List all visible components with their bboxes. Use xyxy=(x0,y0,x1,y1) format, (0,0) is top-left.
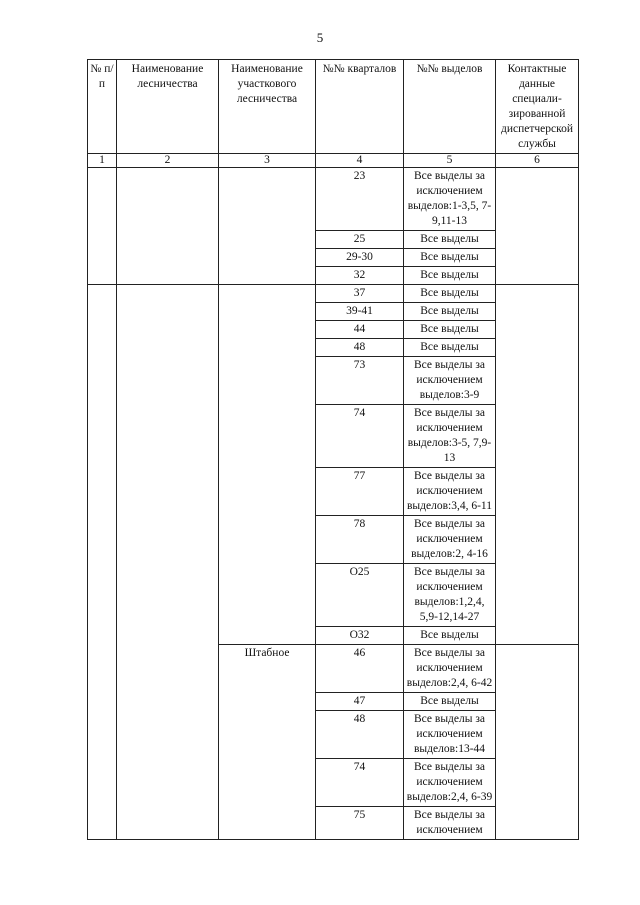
empty-forestry-cell xyxy=(117,168,219,285)
column-number: 4 xyxy=(316,154,404,168)
empty-contacts-cell xyxy=(496,285,579,645)
allotments-cell: Все выделы за исключением выделов:2,4, 6-39 xyxy=(404,759,496,807)
column-number: 6 xyxy=(496,154,579,168)
column-number: 2 xyxy=(117,154,219,168)
quarter-cell: 29-30 xyxy=(316,249,404,267)
quarter-cell: 25 xyxy=(316,231,404,249)
allotments-cell: Все выделы за исключением выделов:13-44 xyxy=(404,711,496,759)
column-number: 1 xyxy=(88,154,117,168)
quarter-cell: 77 xyxy=(316,468,404,516)
table-row xyxy=(88,168,579,231)
empty-contacts-cell xyxy=(496,168,579,285)
column-number: 5 xyxy=(404,154,496,168)
quarter-cell: 23 xyxy=(316,168,404,231)
quarter-cell: 37 xyxy=(316,285,404,303)
allotments-cell: Все выделы xyxy=(404,267,496,285)
allotments-cell: Все выделы за исключением xyxy=(404,807,496,840)
empty-forestry-cell xyxy=(117,285,219,840)
allotments-cell: Все выделы за исключением выделов:3,4, 6-11 xyxy=(404,468,496,516)
allotments-cell: Все выделы xyxy=(404,249,496,267)
quarter-cell: 78 xyxy=(316,516,404,564)
header-forestry: Наименование лесничества xyxy=(117,60,219,154)
allotments-cell: Все выделы xyxy=(404,231,496,249)
header-number: № п/п xyxy=(88,60,117,154)
quarter-cell: 32 xyxy=(316,267,404,285)
district-shtabnoe-cell: Штабное xyxy=(219,645,316,840)
forest-allotments-table xyxy=(87,59,579,840)
table-header-row xyxy=(88,60,579,154)
page-number: 5 xyxy=(316,30,324,45)
allotments-cell: Все выделы xyxy=(404,321,496,339)
empty-district-cell xyxy=(219,285,316,645)
header-allotments: №№ выделов xyxy=(404,60,496,154)
column-number-row xyxy=(88,154,579,168)
allotments-cell: Все выделы за исключением выделов:2,4, 6-42 xyxy=(404,645,496,693)
quarter-cell: О25 xyxy=(316,564,404,627)
quarter-cell: 39-41 xyxy=(316,303,404,321)
quarter-cell: 75 xyxy=(316,807,404,840)
allotments-cell: Все выделы xyxy=(404,339,496,357)
allotments-cell: Все выделы за исключением выделов:3-9 xyxy=(404,357,496,405)
quarter-cell: 74 xyxy=(316,405,404,468)
quarter-cell: 48 xyxy=(316,339,404,357)
allotments-cell: Все выделы xyxy=(404,303,496,321)
table-row xyxy=(88,285,579,303)
column-number: 3 xyxy=(219,154,316,168)
empty-number-cell xyxy=(88,285,117,840)
quarter-cell: 44 xyxy=(316,321,404,339)
allotments-cell: Все выделы xyxy=(404,627,496,645)
header-quarters: №№ кварталов xyxy=(316,60,404,154)
allotments-cell: Все выделы за исключением выделов:3-5, 7,9-13 xyxy=(404,405,496,468)
quarter-cell: 74 xyxy=(316,759,404,807)
allotments-cell: Все выделы xyxy=(404,285,496,303)
allotments-cell: Все выделы xyxy=(404,693,496,711)
empty-district-cell xyxy=(219,168,316,285)
allotments-cell: Все выделы за исключением выделов:1,2,4, 5,9-12,14-27 xyxy=(404,564,496,627)
quarter-cell: 47 xyxy=(316,693,404,711)
header-district-forestry: Наименование участкового лесничества xyxy=(219,60,316,154)
quarter-cell: О32 xyxy=(316,627,404,645)
quarter-cell: 46 xyxy=(316,645,404,693)
empty-number-cell xyxy=(88,168,117,285)
allotments-cell: Все выделы за исключением выделов:1-3,5, 7-9,11-13 xyxy=(404,168,496,231)
header-contacts: Контактные данные специали-зированной диспетчерской службы xyxy=(496,60,579,154)
allotments-cell: Все выделы за исключением выделов:2, 4-16 xyxy=(404,516,496,564)
quarter-cell: 48 xyxy=(316,711,404,759)
quarter-cell: 73 xyxy=(316,357,404,405)
empty-contacts-cell xyxy=(496,645,579,840)
